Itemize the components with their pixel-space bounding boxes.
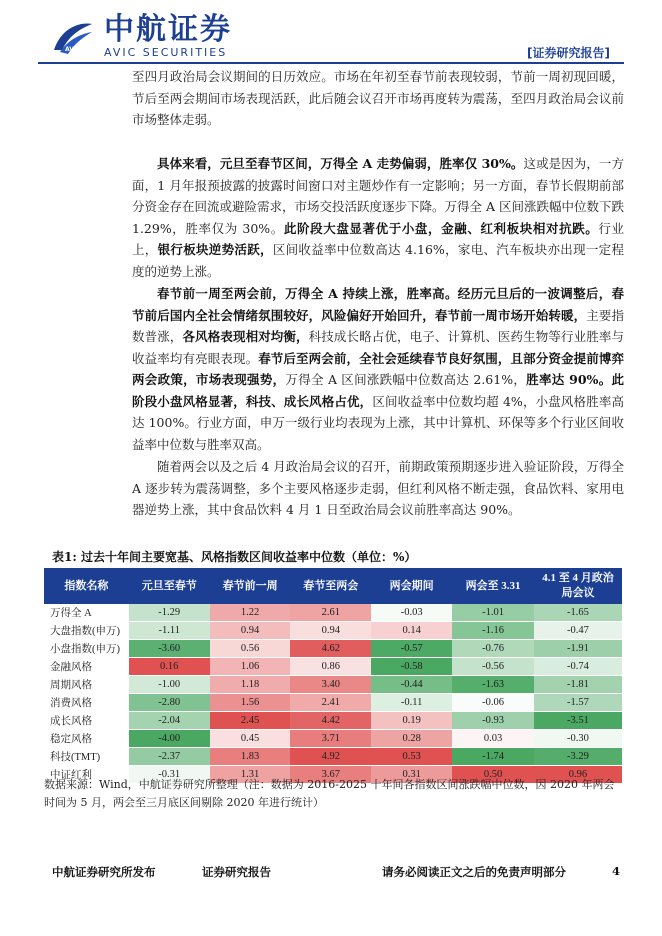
index-name-cell: 小盘指数(申万) — [44, 640, 129, 658]
return-value-cell: 3.67 — [290, 766, 371, 784]
index-name-cell: 消费风格 — [44, 694, 129, 712]
return-value-cell: 0.31 — [371, 766, 452, 784]
return-value-cell: -2.04 — [129, 712, 210, 730]
report-type-tag: [证券研究报告] — [527, 46, 610, 60]
data-source-note: 数据来源：Wind，中航证券研究所整理（注：数据为 2016-2025 十年间各指数区间涨跌幅中位数，因 2020 年两会时间为 5 月，两会至三月底区间剔除 2020 年进行统计） — [44, 778, 615, 809]
return-value-cell: -0.93 — [452, 712, 534, 730]
return-value-cell: 0.28 — [371, 730, 452, 748]
return-value-cell: 2.45 — [210, 712, 291, 730]
return-value-cell: 1.22 — [210, 604, 291, 622]
brand-name-cn: 中航证券 — [104, 12, 232, 47]
page-header — [0, 0, 662, 66]
return-value-cell: 4.92 — [290, 748, 371, 766]
return-value-cell: 1.18 — [210, 676, 291, 694]
paragraph-3-run: 春节前一周至两会前，万得全 A 持续上涨，胜率高。经历元旦后的一波调整后，春节前后国内全社会情绪氛围较好，风险偏好开始回升，春节前一周市场开始转暖， — [132, 286, 624, 323]
index-name-cell: 周期风格 — [44, 676, 129, 694]
column-header: 两会期间 — [371, 568, 452, 604]
return-value-cell: -0.74 — [534, 658, 622, 676]
return-value-cell: -1.57 — [534, 694, 622, 712]
index-name-cell: 科技(TMT) — [44, 748, 129, 766]
return-value-cell: 0.19 — [371, 712, 452, 730]
return-value-cell: 0.53 — [371, 748, 452, 766]
return-value-cell: -1.00 — [129, 676, 210, 694]
index-name-cell: 金融风格 — [44, 658, 129, 676]
return-value-cell: 0.14 — [371, 622, 452, 640]
paragraph-1-run: 至四月政治局会议期间的日历效应。市场在年初至春节前表现较弱，节前一周初现回暖，节后至两会期间市场表现活跃，此后随会议召开市场再度转为震荡，至四月政治局会议前市场整体走弱。 — [132, 69, 624, 127]
paragraph-3-run: 万得全 A 区间涨跌幅中位数高达 2.61%， — [285, 372, 527, 387]
index-return-table — [44, 568, 622, 784]
return-value-cell: 2.41 — [290, 694, 371, 712]
return-value-cell: 3.71 — [290, 730, 371, 748]
paragraph-4 — [132, 456, 624, 521]
return-value-cell: -1.29 — [129, 604, 210, 622]
table-row — [44, 622, 622, 640]
paragraph-3-run: 科技成长略占优，电子、计算机、医药生物等行业胜率与收益率均有亮眼表现。 — [132, 329, 624, 366]
column-header: 指数名称 — [44, 568, 129, 604]
return-value-cell: 1.83 — [210, 748, 291, 766]
page-number: 4 — [612, 864, 621, 878]
return-value-cell: -1.16 — [452, 622, 534, 640]
return-value-cell: -0.03 — [371, 604, 452, 622]
table-row — [44, 676, 622, 694]
return-value-cell: -2.80 — [129, 694, 210, 712]
return-value-cell: 0.94 — [210, 622, 291, 640]
return-value-cell: 1.31 — [210, 766, 291, 784]
return-value-cell: 4.62 — [290, 640, 371, 658]
header-divider — [38, 62, 624, 64]
column-header: 春节至两会 — [290, 568, 371, 604]
return-value-cell: -1.74 — [452, 748, 534, 766]
paragraph-3-run: 胜率达 90%。此阶段小盘风格显著，科技、成长风格占优， — [132, 372, 624, 409]
table-header-row — [44, 568, 622, 604]
index-name-cell: 大盘指数(申万) — [44, 622, 129, 640]
table-body — [44, 604, 622, 784]
return-value-cell: 2.61 — [290, 604, 371, 622]
return-value-cell: -0.06 — [452, 694, 534, 712]
column-header: 两会至 3.31 — [452, 568, 534, 604]
return-value-cell: 4.42 — [290, 712, 371, 730]
paragraph-3-run: 区间收益率中位数均超 4%，小盘风格胜率高达 100%。行业方面，申万一级行业均表现为上涨，其中计算机、环保等多个行业区间收益率中位数与胜率双高。 — [132, 393, 624, 452]
return-value-cell: -4.00 — [129, 730, 210, 748]
return-value-cell: -1.81 — [534, 676, 622, 694]
index-name-cell: 万得全 A — [44, 604, 129, 622]
paragraph-2-run: 此阶段大盘显著优于小盘，金融、红利板块相对抗跌。 — [283, 220, 599, 236]
index-name-cell: 中证红利 — [44, 766, 129, 784]
return-value-cell: 1.56 — [210, 694, 291, 712]
footer-disclaimer: 请务必阅读正文之后的免责声明部分 — [382, 865, 566, 879]
column-header: 元旦至春节 — [129, 568, 210, 604]
table-row — [44, 694, 622, 712]
table-row — [44, 712, 622, 730]
return-value-cell: -0.31 — [129, 766, 210, 784]
paragraph-1 — [132, 66, 624, 131]
paragraph-3-run: 春节后至两会前，全社会延续春节良好氛围，且部分资金提前博弈两会政策，市场表现强势， — [132, 350, 624, 387]
paragraph-2-run: 具体来看，元旦至春节区间，万得全 A 走势偏弱，胜率仅 30%。 — [157, 156, 524, 171]
return-value-cell: -1.91 — [534, 640, 622, 658]
footer-publisher: 中航证券研究所发布 — [52, 865, 156, 879]
return-value-cell: -0.76 — [452, 640, 534, 658]
paragraph-3-run: 主要指数普涨， — [132, 307, 624, 344]
return-value-cell: -3.51 — [534, 712, 622, 730]
return-value-cell: -1.65 — [534, 604, 622, 622]
page-footer — [0, 860, 662, 890]
return-value-cell: -0.44 — [371, 676, 452, 694]
return-value-cell: -0.11 — [371, 694, 452, 712]
return-value-cell: 0.45 — [210, 730, 291, 748]
paragraph-2-run: 银行板块逆势活跃， — [157, 242, 273, 257]
return-value-cell: -0.30 — [534, 730, 622, 748]
index-name-cell: 稳定风格 — [44, 730, 129, 748]
return-value-cell: 3.40 — [290, 676, 371, 694]
return-value-cell: 0.86 — [290, 658, 371, 676]
paragraph-4-run: 随着两会以及之后 4 月政治局会议的召开，前期政策预期逐步进入验证阶段，万得全 A 逐步转为震荡调整，多个主要风格逐步走弱，但红利风格不断走强，食品饮料、家用电器逆势上涨，其中食品饮料 4 月 1 日至政治局会议前胜率高达 90%。 — [132, 459, 624, 517]
table-row — [44, 640, 622, 658]
return-value-cell: -0.56 — [452, 658, 534, 676]
return-value-cell: -3.29 — [534, 748, 622, 766]
return-value-cell: -0.58 — [371, 658, 452, 676]
return-value-cell: 0.96 — [534, 766, 622, 784]
return-value-cell: -1.11 — [129, 622, 210, 640]
paragraph-2-run: 区间收益率中位数高达 4.16%，家电、汽车板块亦出现一定程度的逆势上涨。 — [132, 242, 624, 279]
return-value-cell: 0.94 — [290, 622, 371, 640]
return-value-cell: -0.57 — [371, 640, 452, 658]
paragraph-2 — [132, 153, 624, 282]
return-value-cell: -1.63 — [452, 676, 534, 694]
column-header: 4.1 至 4 月政治局会议 — [534, 568, 622, 604]
paragraph-2-run: 这或是因为，一方面，1 月年报预披露的披露时间窗口对主题炒作有一定影响；另一方面，春节长假期前部分资金存在回流或避险需求，市场交投活跃度逐步下降。万得全 A 区间涨跌幅中位数下跌 1.29%，胜率仅为 30%。 — [132, 156, 624, 236]
return-value-cell: 1.06 — [210, 658, 291, 676]
column-header: 春节前一周 — [210, 568, 291, 604]
return-value-cell: -2.37 — [129, 748, 210, 766]
avic-logo-icon — [52, 20, 94, 56]
table-row — [44, 658, 622, 676]
return-value-cell: -1.01 — [452, 604, 534, 622]
return-value-cell: -3.60 — [129, 640, 210, 658]
svg-text:AVIC: AVIC — [65, 46, 81, 53]
return-value-cell: 0.50 — [452, 766, 534, 784]
table-row — [44, 604, 622, 622]
footer-report-type: 证券研究报告 — [202, 865, 271, 879]
index-name-cell: 成长风格 — [44, 712, 129, 730]
return-value-cell: -0.47 — [534, 622, 622, 640]
table-row — [44, 730, 622, 748]
paragraph-2-run: 行业上， — [132, 220, 624, 257]
brand-name-en: AVIC SECURITIES — [104, 46, 228, 59]
return-value-cell: 0.16 — [129, 658, 210, 676]
table-row — [44, 748, 622, 766]
return-value-cell: 0.56 — [210, 640, 291, 658]
paragraph-3 — [132, 283, 624, 455]
return-value-cell: 0.03 — [452, 730, 534, 748]
paragraph-3-run: 各风格表现相对均衡， — [182, 329, 309, 344]
table-title: 表1: 过去十年间主要宽基、风格指数区间收益率中位数（单位：%） — [52, 550, 417, 564]
